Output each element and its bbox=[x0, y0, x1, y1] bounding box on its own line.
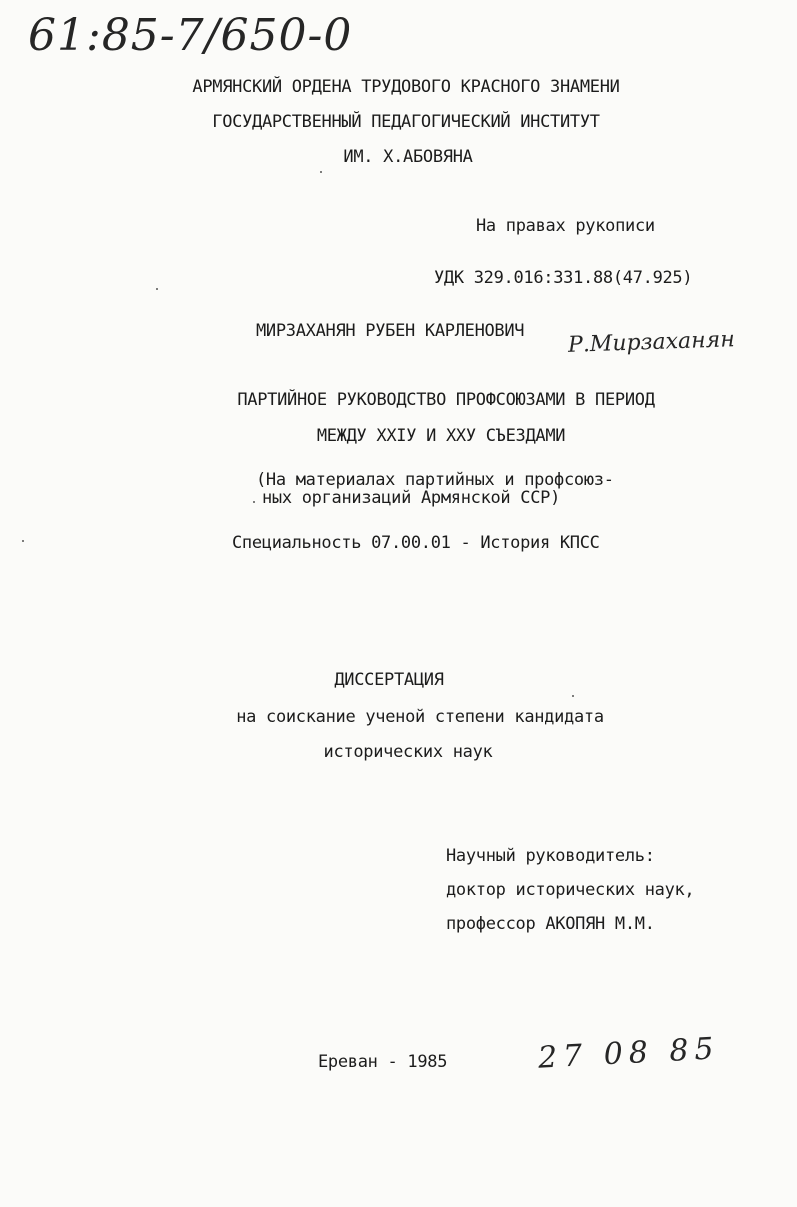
manuscript-rights: На правах рукописи bbox=[476, 216, 655, 236]
supervisor-name: профессор АКОПЯН М.М. bbox=[446, 914, 655, 934]
specialty: Специальность 07.00.01 - История КПСС bbox=[232, 533, 600, 553]
archive-number: 61:85-7/650-0 bbox=[28, 10, 353, 61]
author-name: МИРЗАХАНЯН РУБЕН КАРЛЕНОВИЧ bbox=[256, 321, 525, 341]
author-signature: Р.Мирзаханян bbox=[567, 327, 736, 358]
subtitle-line-2: ных организаций Армянской ССР) bbox=[262, 488, 561, 508]
supervisor-degree: доктор исторических наук, bbox=[446, 880, 695, 900]
dissertation-title-line-1: ПАРТИЙНОЕ РУКОВОДСТВО ПРОФСОЮЗАМИ В ПЕРИОД bbox=[237, 390, 655, 410]
institution-line-3: ИМ. Х.АБОВЯНА bbox=[343, 147, 473, 167]
subtitle-line-1: (На материалах партийных и профсоюз- bbox=[256, 470, 614, 490]
handwritten-date: 27 08 85 bbox=[537, 1031, 721, 1076]
degree-line-1: на соискание ученой степени кандидата bbox=[236, 707, 604, 727]
scan-speck bbox=[572, 695, 574, 697]
institution-line-2: ГОСУДАРСТВЕННЫЙ ПЕДАГОГИЧЕСКИЙ ИНСТИТУТ bbox=[212, 112, 600, 132]
scan-speck bbox=[156, 288, 158, 290]
udc-code: УДК 329.016:331.88(47.925) bbox=[434, 268, 693, 288]
scan-speck bbox=[22, 540, 24, 542]
scan-speck bbox=[320, 171, 322, 173]
place-year: Ереван - 1985 bbox=[318, 1052, 448, 1072]
dissertation-heading: ДИССЕРТАЦИЯ bbox=[334, 670, 444, 690]
degree-line-2: исторических наук bbox=[323, 742, 493, 762]
dissertation-title-line-2: МЕЖДУ XXIУ И XXУ СЪЕЗДАМИ bbox=[316, 426, 566, 446]
supervisor-label: Научный руководитель: bbox=[446, 846, 655, 866]
scan-speck bbox=[253, 501, 255, 503]
institution-line-1: АРМЯНСКИЙ ОРДЕНА ТРУДОВОГО КРАСНОГО ЗНАМЕНИ bbox=[192, 77, 620, 97]
